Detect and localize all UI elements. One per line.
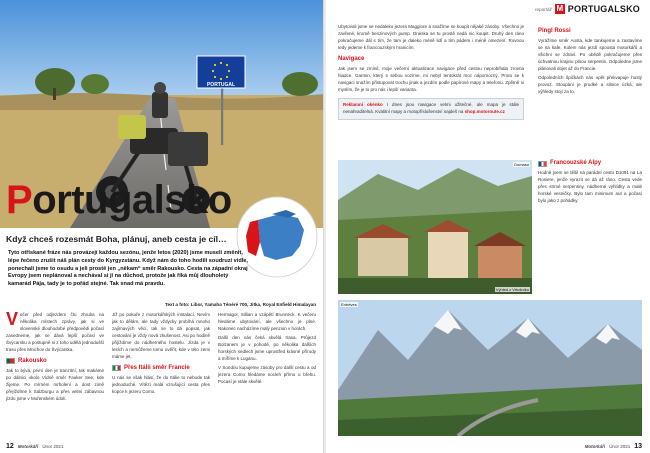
- page-number: 12: [6, 443, 14, 450]
- left-col3-text: Hermagor, Sillian a vzápětí Brunneck. K večeru hledáme ubytování, ale všechno je plné. Nakonec nacházíme malý penzion v horách.: [218, 312, 316, 331]
- right-col3-text: Hodně jsem se těšil na parádní cestu D1091 na La Rosiere, jenže vyrazit se dá až ráno. Cesta vede přes strmé serpentiny, nádherné vyhlídky a malé horské vesničky. Bylo tam minimum aut a počasí bylo jako z pohádky.: [538, 170, 642, 204]
- right-col1-text2: Jak jsem se zmínil, moje večerní aktualizace navigace před cestou neprobíhala zrovna hladce. Garmin, který s sebou vozíme, mi nebyl tentokrát moc nápomocný. Proto se k navigaci snažím přistupovat trochu jinak a jezdím podle papírové mapy a telefonu. Zpětně si myslím, že je to pro nás i lepší varianta.: [338, 66, 524, 93]
- magazine-name-right: Motorkáři: [584, 444, 606, 449]
- section-rubric: [535, 4, 640, 14]
- flag-icon: [6, 358, 15, 364]
- left-col2-text: Již po pokuře z motorkářských instalací. Nevím jak to dělám, ale tady vždycky probíhá mnoho zajímavých věcí, tak se to dá popsat, jak cestování je vždy nová zkušenost. Asi po hodině přijíždíme do nádherného hostelu. Jízda je v lesích a nemůžeme tomu uvěřit, kde v této zemi máme jet.: [112, 312, 210, 359]
- magazine-name: Motorkáři: [17, 444, 39, 449]
- left-column-3: [218, 312, 316, 386]
- heading-francouzske-alpy: [538, 159, 642, 168]
- right-column-3: [538, 156, 642, 205]
- heading-navigace: Navigace: [338, 55, 365, 62]
- ad-text: I dnes jsou navigace velmi užitečné, ale mapa je stále nenahraditelná. Kvalitní mapy a motopříslušenství najdeš na: [343, 102, 519, 115]
- article-intro: Tyto otřískané fráze nás provázejí každou sezónu, jenže letos (2020) jsme museli změnit, lépe řečeno zrušit náš plán cesty do Kyrgyzstánu. Když nám do toho hodili soudruzi vidle, ponechali jsme to osudu a jeli prostě jen „někam“ směr Rakousko. Cesta na západní okraj Evropy jsem neplánoval a nechával si ji na důchod, protože jak říká můj dlouholetý kamarád Pája, tady je to pořád stejné. Tak snad má pravdu.: [8, 250, 248, 288]
- issue-date-right: Únor 2021: [609, 444, 631, 449]
- heading-italie-label: Přes Itálii směr Francie: [124, 364, 190, 371]
- right-column-1: [338, 24, 524, 120]
- heading-italie: [112, 364, 210, 373]
- france-flag-icon: [538, 161, 547, 167]
- left-col1-text2: Jak to bývá, první den je tranzitní, tak makáme po dálnici okolo Vídně směr Fauker See, kde žijeme. Po mírném mrholení a dost zimě přejíždíme k Salzburgu a přes velmi zábavnou jízdu jsme v Mořenském údolí.: [6, 368, 104, 401]
- left-column-1: [6, 309, 104, 403]
- ad-link[interactable]: shop.motoroute.cz: [464, 109, 505, 115]
- right-col2-text2: Odpoledních špičkách nás opět překvapuje hustý provoz. Stoupání je prudké a silnice úzká, ale výhledy stojí za to.: [538, 75, 642, 95]
- right-col1-text: Ubytovali jsme se nedaleko jezera Maggiore a snažíme se koupit nějaké zásoby. Všechno je zavřené, kromě benzinových pump. Dneska se tu prostě nedá nic koupit. Druhý den ráno pokračujeme dál s tím, že tam je daleko méně lidí a tím pádem i méně omezení. Rovnou tedy jedeme k francouzským hranicím.: [338, 24, 524, 50]
- drop-cap: V: [6, 309, 19, 329]
- rubric-logo: M: [556, 4, 564, 13]
- caption-alps: Entrèves: [341, 302, 357, 307]
- caption-town: Domaso: [514, 162, 529, 167]
- italy-flag-icon: [112, 365, 121, 371]
- alps-photo: [338, 300, 642, 436]
- title-rest: ortugalsko: [32, 178, 232, 222]
- left-col3-text3: V Sondriu kupujeme zásoby pro další cestu a od jezera Como hledáme nocleh přímo u břehu. Pocasí je stále skvělé.: [218, 364, 316, 384]
- left-text-columns: [6, 309, 318, 440]
- heading-rakousko: [6, 357, 104, 366]
- heading-francouzske-alpy-label: Francouzské Alpy: [550, 160, 602, 166]
- left-col2-text2: U nás se však hlásí, že do Itálie to nebude tak jednoduché. Vítězí malá vzrušující cesta přes kopce k jezeru Como.: [112, 375, 210, 395]
- article-lead: Když chceš rozesmát Boha, plánuj, aneb cesta je cíl…: [6, 234, 227, 244]
- town-photo: [338, 160, 532, 294]
- article-credit: Text a foto: Libor, Yamaha Ténéré 700, Jitka, Royal Enfield Himalayan: [165, 302, 316, 307]
- article-title: [6, 180, 232, 220]
- rubric-label: reportáž: [534, 6, 552, 12]
- left-col1-text: ečer před odjezdem čtu zhruba na několika místech zprávy, jak si ve slovenské dlouhodobé předpovědi počasí zasedneme, jak se dává lepší počasí ve Švýcarsku a postupně si z toho udělá jednodušší trasu přes Mnichov do Švýcarska.: [6, 312, 104, 352]
- left-footer: [6, 443, 63, 450]
- right-column-2: [538, 24, 642, 96]
- caption-view: Výhled z Vrtošníku: [495, 287, 529, 292]
- page-number-right: 13: [634, 443, 642, 450]
- left-col3-text2: Další den nás čeká skvělá trasa. Průjezd Bolzanem je v pohodě, po několika dalších horských sedlech jsme uprostřed krásné přírody a míříme k Luganu.: [218, 334, 316, 361]
- title-initial: P: [6, 178, 33, 222]
- right-footer: [585, 443, 642, 450]
- heading-pingl-rossi: Pingl Rossi: [538, 28, 571, 34]
- left-page: [0, 0, 324, 453]
- left-column-2: [112, 312, 210, 396]
- rubric-name: PORTUGALSKO: [567, 4, 640, 14]
- issue-date: Únor 2021: [42, 444, 64, 449]
- ad-heading: Reklamní okénko: [343, 102, 383, 108]
- ad-box: [338, 98, 524, 120]
- right-page: [326, 0, 650, 453]
- portugal-map: [236, 196, 318, 278]
- right-col2-text: Vyrážíme směr Aosta, kde tankujeme a zastavíme se na kafe. Kolem nás jezdí spousta motorkářů a všichni se zdraví. Po obědě pokračujeme přes úchvatnou krajinu plnou serpentin. Odpoledne jsme plánovali dojet až do Francie.: [538, 38, 642, 72]
- hero-sign-text: PORTUGAL: [206, 82, 236, 88]
- heading-rakousko-label: Rakousko: [18, 357, 47, 364]
